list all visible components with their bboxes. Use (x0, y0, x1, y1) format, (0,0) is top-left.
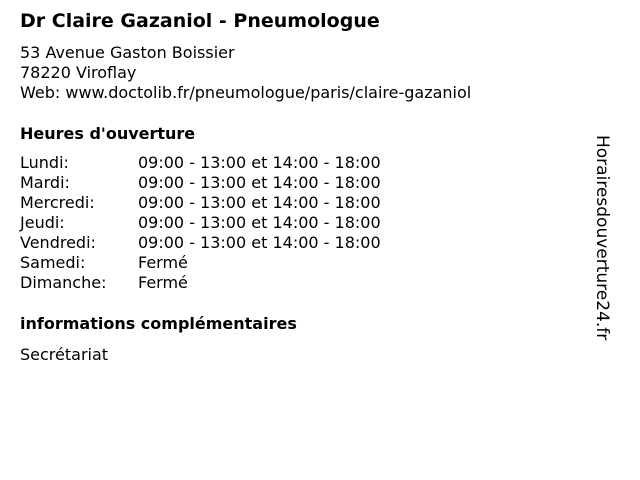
day-label: Jeudi: (20, 213, 65, 232)
day-hours: 09:00 - 13:00 et 14:00 - 18:00 (138, 233, 381, 252)
extra-info-text: Secrétariat (20, 345, 109, 364)
website-link[interactable]: Web: www.doctolib.fr/pneumologue/paris/claire-gazaniol (20, 83, 472, 102)
hours-row (20, 273, 381, 293)
hours-row (20, 153, 381, 173)
site-watermark: Horairesdouverture24.fr (592, 135, 612, 341)
day-label: Samedi: (20, 253, 86, 272)
day-hours: 09:00 - 13:00 et 14:00 - 18:00 (138, 213, 381, 232)
day-label: Lundi: (20, 153, 69, 172)
day-hours: Fermé (138, 273, 188, 292)
address-block (20, 43, 471, 103)
hours-table (20, 153, 381, 293)
day-label: Mercredi: (20, 193, 95, 212)
hours-heading: Heures d'ouverture (20, 124, 196, 143)
address-city: 78220 Viroflay (20, 63, 137, 82)
day-hours: 09:00 - 13:00 et 14:00 - 18:00 (138, 193, 381, 212)
day-hours: Fermé (138, 253, 188, 272)
day-hours: 09:00 - 13:00 et 14:00 - 18:00 (138, 153, 381, 172)
day-hours: 09:00 - 13:00 et 14:00 - 18:00 (138, 173, 381, 192)
extra-info-heading: informations complémentaires (20, 314, 297, 333)
hours-row (20, 253, 381, 273)
hours-row (20, 233, 381, 253)
day-label: Mardi: (20, 173, 70, 192)
page-title: Dr Claire Gazaniol - Pneumologue (20, 10, 380, 32)
day-label: Dimanche: (20, 273, 107, 292)
hours-row (20, 173, 381, 193)
day-label: Vendredi: (20, 233, 96, 252)
address-street: 53 Avenue Gaston Boissier (20, 43, 235, 62)
hours-row (20, 213, 381, 233)
hours-row (20, 193, 381, 213)
